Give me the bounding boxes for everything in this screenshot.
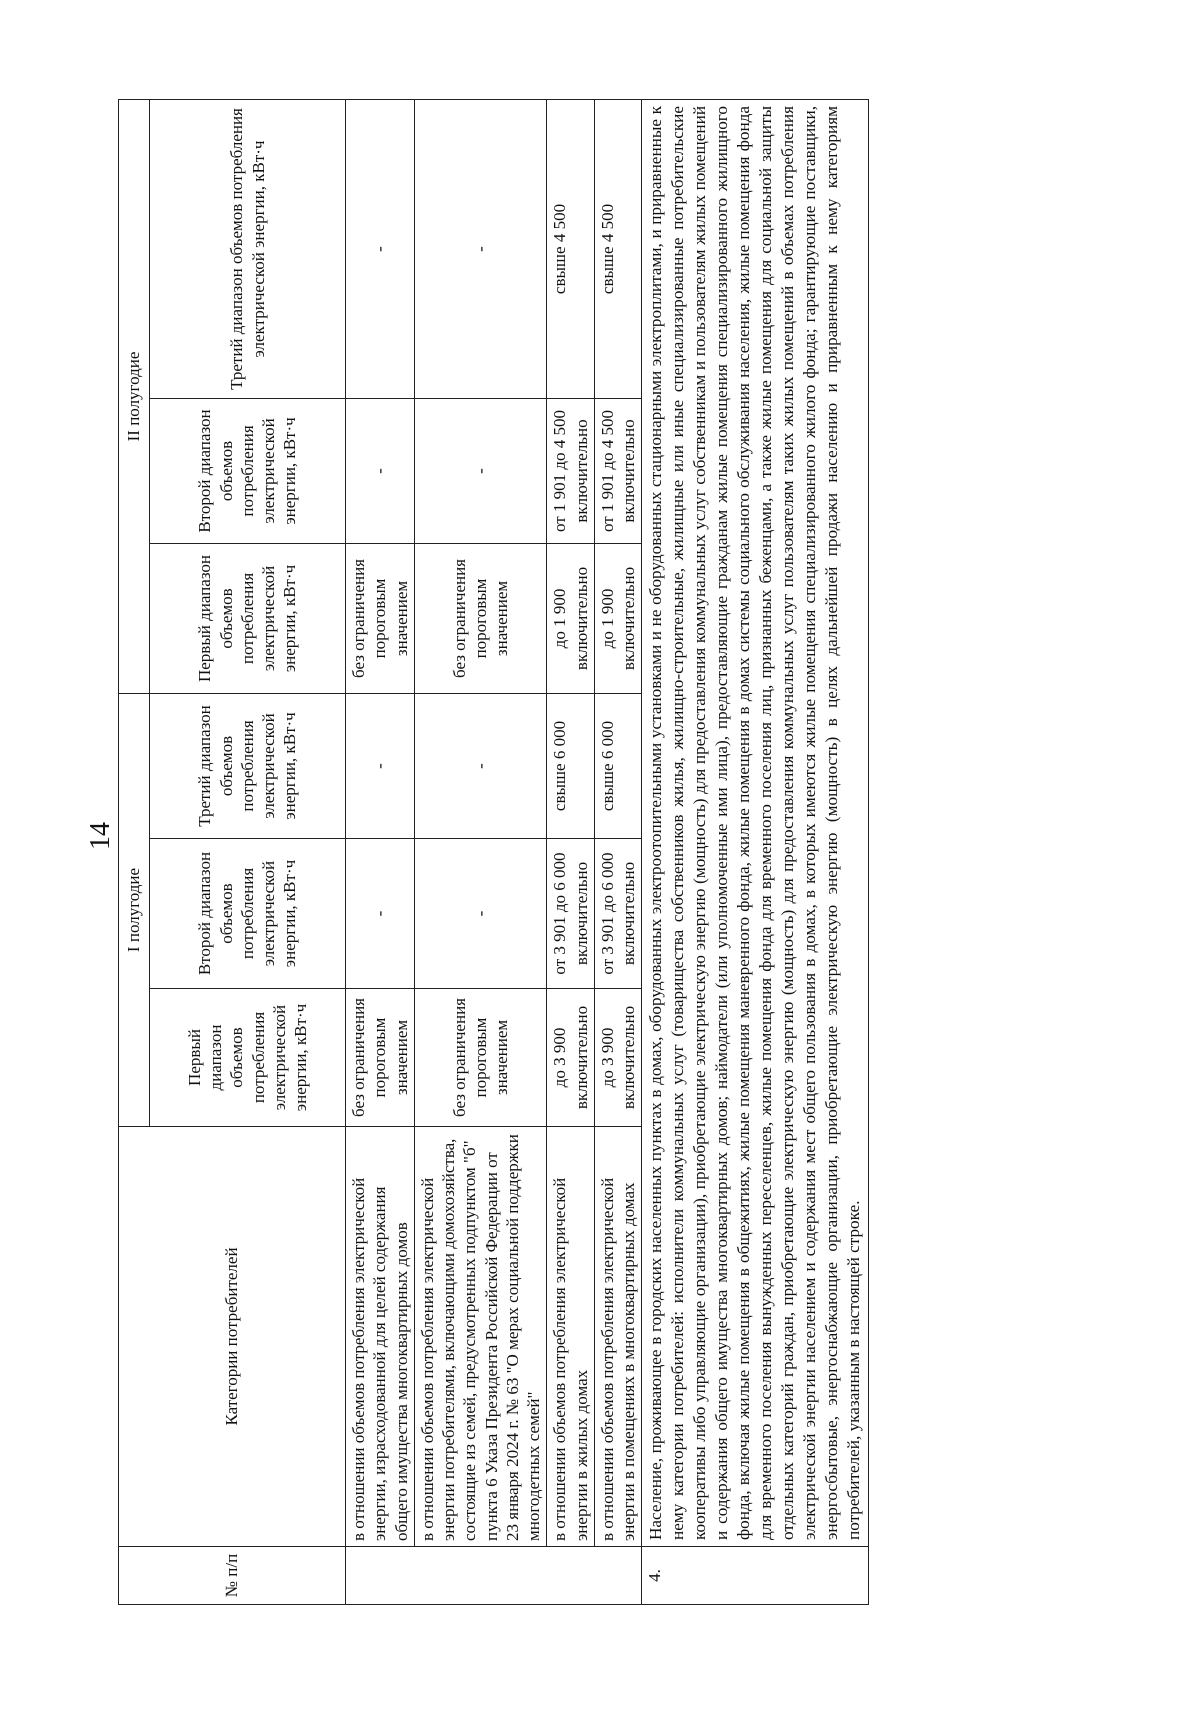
value-cell: свыше 4 500 xyxy=(547,99,595,398)
value-cell: без ограничения пороговым значением xyxy=(414,543,547,693)
range-header: Первый диапазон объемов потребления электрической энергии, кВт·ч xyxy=(150,543,346,693)
value-cell: - xyxy=(414,398,547,543)
value-cell: без ограничения пороговым значением xyxy=(346,543,415,693)
row-number-empty xyxy=(346,1547,642,1605)
category-cell: в отношении объемов потребления электрической энергии в жилых домах xyxy=(547,1127,595,1547)
category-cell: в отношении объемов потребления электрической энергии в помещениях в многоквартирных домах xyxy=(594,1127,642,1547)
item4-description: Население, проживающее в городских населенных пунктах в домах, оборудованных электроотопительными установками и не оборудованных стационарными электроплитами, и приравненные к нему категории потребителей: исполнители коммунальных услуг (товарищества собственников жилья, жилищно-строительные, жилищные или иные специализированные потребительские кооперативы либо управляющие организации), приобретающие электрическую энергию (мощность) для предоставления коммунальных услуг собственникам и пользователям жилых помещений и содержания общего имущества многоквартирных домов; наймодатели (или уполномоченные ими лица), предоставляющие гражданам жилые помещения специализированного жилищного фонда, включая жилые помещения в общежитиях, жилые помещения маневренного фонда, жилые помещения в домах системы социального обслуживания населения, жилые помещения фонда для временного поселения вынужденных переселенцев, жилые помещения фонда для временного поселения лиц, признанных беженцами, а также жилые помещения для социальной защиты отдельных категорий граждан, приобретающие электрическую энергию (мощность) для предоставления коммунальных услуг пользователям таких жилых помещений в объемах потребления электрической энергии населением и содержания мест общего пользования в домах, в которых имеются жилые помещения специализированного жилого фонда; гарантирующие поставщики, энергосбытовые, энергоснабжающие организации, приобретающие электрическую энергию (мощность) в целях дальнейшей продажи населению и приравненным к нему категориям потребителей, указанным в настоящей строке. xyxy=(642,99,869,1546)
value-cell: - xyxy=(346,398,415,543)
page-number: 14 xyxy=(85,822,116,850)
table-row xyxy=(594,99,642,1604)
value-cell: свыше 4 500 xyxy=(594,99,642,398)
table-row-item-4 xyxy=(642,99,869,1604)
value-cell: до 1 900 включительно xyxy=(547,543,595,693)
range-header: Первый диапазон объемов потребления электрической энергии, кВт·ч xyxy=(150,989,346,1127)
value-cell: от 3 901 до 6 000 включительно xyxy=(547,839,595,989)
num-column-header: № п/п xyxy=(119,1547,346,1605)
range-header: Второй диапазон объемов потребления электрической энергии, кВт·ч xyxy=(150,839,346,989)
category-column-header: Категории потребителей xyxy=(119,1127,346,1547)
row-number: 4. xyxy=(642,1547,869,1605)
value-cell: без ограничения пороговым значением xyxy=(346,989,415,1127)
value-cell: свыше 6 000 xyxy=(547,693,595,838)
tariff-table xyxy=(118,99,869,1605)
value-cell: без ограничения пороговым значением xyxy=(414,989,547,1127)
value-cell: от 1 901 до 4 500 включительно xyxy=(594,398,642,543)
value-cell: до 3 900 включительно xyxy=(547,989,595,1127)
value-cell: от 1 901 до 4 500 включительно xyxy=(547,398,595,543)
rotated-table-container xyxy=(118,100,1073,1605)
range-header: Третий диапазон объемов потребления электрической энергии, кВт·ч xyxy=(150,99,346,398)
half2-header: II полугодие xyxy=(119,99,150,693)
table-row xyxy=(346,99,415,1604)
range-header: Третий диапазон объемов потребления электрической энергии, кВт·ч xyxy=(150,693,346,838)
value-cell: свыше 6 000 xyxy=(594,693,642,838)
table-row xyxy=(547,99,595,1604)
value-cell: - xyxy=(346,99,415,398)
value-cell: - xyxy=(346,693,415,838)
value-cell: до 3 900 включительно xyxy=(594,989,642,1127)
table-row xyxy=(414,99,547,1604)
value-cell: до 1 900 включительно xyxy=(594,543,642,693)
value-cell: - xyxy=(414,99,547,398)
category-cell: в отношении объемов потребления электрической энергии, израсходованной для целей содержания общего имущества многоквартирных домов xyxy=(346,1127,415,1547)
value-cell: - xyxy=(414,693,547,838)
value-cell: - xyxy=(346,839,415,989)
range-header: Второй диапазон объемов потребления электрической энергии, кВт·ч xyxy=(150,398,346,543)
value-cell: - xyxy=(414,839,547,989)
value-cell: от 3 901 до 6 000 включительно xyxy=(594,839,642,989)
category-cell: в отношении объемов потребления электрической энергии потребителями, включающими домохозяйства, состоящие из семей, предусмотренных подпунктом "б" пункта 6 Указа Президента Российской Федерации от 23 января 2024 г. № 63 "О мерах социальной поддержки многодетных семей" xyxy=(414,1127,547,1547)
half1-header: I полугодие xyxy=(119,693,150,1126)
header-row-1 xyxy=(119,99,150,1604)
